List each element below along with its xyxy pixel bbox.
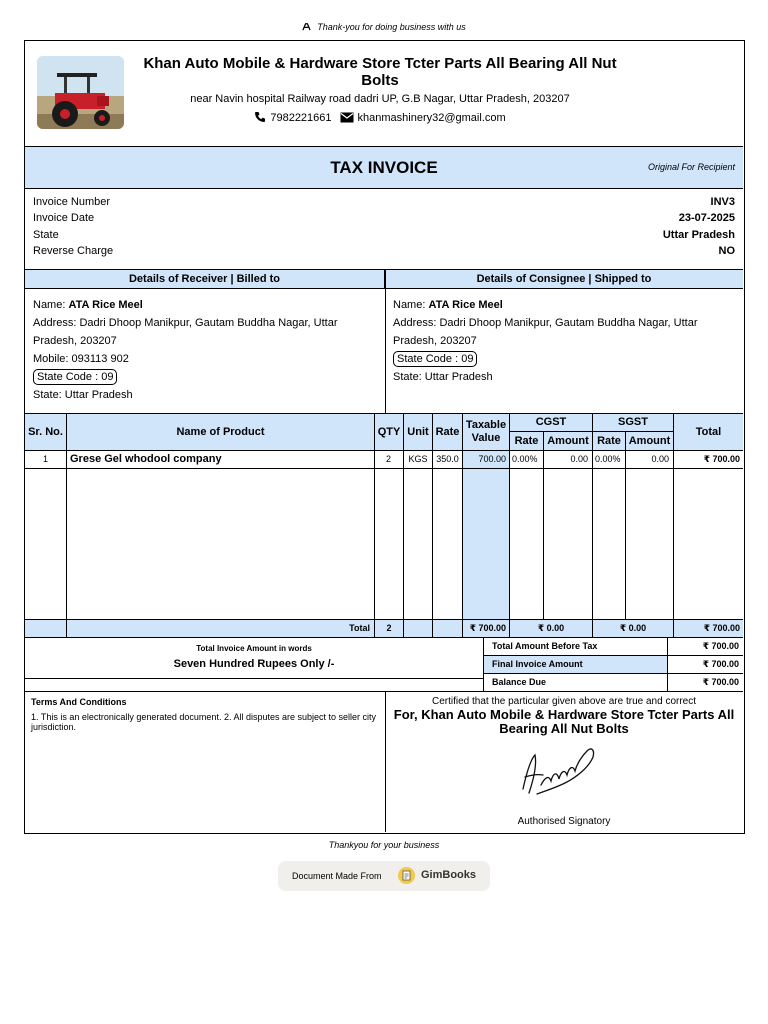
email-icon [340, 112, 354, 123]
receiver-heading: Details of Receiver | Billed to [25, 269, 385, 289]
store-header [25, 41, 743, 146]
total-sgst: ₹ 0.00 [593, 620, 674, 638]
items-table [25, 413, 743, 633]
col-sgst-rate: Rate [593, 432, 626, 451]
item-rate: 350.0 [433, 451, 463, 469]
col-product: Name of Product [67, 414, 375, 451]
store-contact [130, 111, 630, 124]
col-sgst: SGST [593, 414, 674, 432]
invoice-document [24, 40, 745, 834]
gimbooks-brand: GimBooks [421, 869, 477, 881]
item-qty: 2 [375, 451, 404, 469]
copy-label: Original For Recipient [647, 162, 735, 172]
receiver-name: ATA Rice Meel [68, 299, 143, 311]
item-cgst-rate: 0.00% [510, 451, 544, 469]
consignee-address-line1: Address: Dadri Dhoop Manikpur, Gautam Buddha Nagar, Uttar [393, 317, 698, 329]
col-rate: Rate [433, 414, 463, 451]
summary-before-tax: Total Amount Before Tax ₹ 700.00 [483, 638, 743, 656]
handshake-icon [302, 22, 311, 31]
amount-in-words: Total Invoice Amount in words Seven Hundred Rupees Only /- [25, 638, 483, 678]
certification [385, 691, 743, 832]
authorised-signatory: Authorised Signatory [517, 816, 611, 827]
terms-text: 1. This is an electronically generated document. 2. All disputes are subject to seller city jurisdiction. [31, 712, 377, 732]
total-cgst: ₹ 0.00 [510, 620, 593, 638]
phone-icon [254, 111, 266, 123]
consignee-state: State: Uttar Pradesh [393, 371, 493, 383]
total-qty: 2 [375, 620, 404, 638]
store-logo-tractor-image [37, 56, 124, 129]
receiver-address-line2: Pradesh, 203207 [33, 335, 117, 347]
certification-for-line: For, Khan Auto Mobile & Hardware Store Tcter Parts All Bearing All Nut Bolts [393, 707, 735, 736]
summary-final-amount: Final Invoice Amount ₹ 700.00 [483, 656, 743, 674]
consignee-details: Name: ATA Rice Meel Address: Dadri Dhoop Manikpur, Gautam Buddha Nagar, Uttar Pradesh, 203207 State Code : 09 State: Uttar Pradesh [385, 289, 743, 413]
terms-and-conditions: Terms And Conditions 1. This is an electronically generated document. 2. All disputes are subject to seller city jurisdiction. [25, 691, 385, 832]
summary-balance-due: Balance Due ₹ 700.00 [483, 674, 743, 692]
store-name: Khan Auto Mobile & Hardware Store Tcter Parts All Bearing All Nut Bolts [143, 55, 617, 89]
col-qty: QTY [375, 414, 404, 451]
store-phone: 7982221661 [270, 112, 332, 124]
footer-thanks: Thankyou for your business [328, 840, 440, 850]
signature-image [515, 741, 607, 799]
invoice-date-row: Invoice Date 23-07-2025 [33, 212, 735, 224]
item-total: ₹ 700.00 [674, 451, 743, 469]
col-cgst: CGST [510, 414, 593, 432]
gimbooks-logo-icon [398, 867, 415, 884]
receiver-state-code: State Code : 09 [33, 369, 117, 385]
top-note: Thank-you for doing business with us [0, 22, 768, 32]
store-address: near Navin hospital Railway road dadri UP, G.B Nagar, Uttar Pradesh, 203207 [190, 93, 570, 105]
amount-words-value: Seven Hundred Rupees Only /- [173, 658, 335, 670]
consignee-state-code: State Code : 09 [393, 351, 477, 367]
receiver-mobile: Mobile: 093113 902 [33, 353, 129, 365]
item-sr: 1 [25, 451, 67, 469]
col-sgst-amount: Amount [626, 432, 674, 451]
total-taxable: ₹ 700.00 [463, 620, 510, 638]
item-sgst-amount: 0.00 [626, 451, 674, 469]
invoice-title-band [25, 146, 743, 189]
item-unit: KGS [404, 451, 433, 469]
receiver-state: State: Uttar Pradesh [33, 389, 133, 401]
consignee-address-line2: Pradesh, 203207 [393, 335, 477, 347]
certification-statement: Certified that the particular given above are true and correct [431, 696, 697, 707]
item-taxable: 700.00 [463, 451, 510, 469]
invoice-title: TAX INVOICE [330, 158, 438, 177]
receiver-address-line1: Address: Dadri Dhoop Manikpur, Gautam Buddha Nagar, Uttar [33, 317, 338, 329]
total-label: Total [67, 620, 375, 638]
col-sr-no: Sr. No. [25, 414, 67, 451]
reverse-charge-row: Reverse Charge NO [33, 245, 735, 257]
invoice-number-row: Invoice Number INV3 [33, 196, 735, 208]
col-taxable-value: Taxable Value [463, 414, 510, 451]
item-cgst-amount: 0.00 [544, 451, 593, 469]
item-sgst-rate: 0.00% [593, 451, 626, 469]
receiver-details: Name: ATA Rice Meel Address: Dadri Dhoop Manikpur, Gautam Buddha Nagar, Uttar Pradesh, 203207 Mobile: 093113 902 State Code : 09 State: Uttar Pradesh [25, 289, 385, 413]
total-amount: ₹ 700.00 [674, 620, 743, 638]
item-product: Grese Gel whodool company [67, 451, 375, 469]
col-cgst-amount: Amount [544, 432, 593, 451]
store-email: khanmashinery32@gmail.com [357, 112, 506, 124]
consignee-name: ATA Rice Meel [428, 299, 503, 311]
invoice-state-row: State Uttar Pradesh [33, 229, 735, 241]
col-unit: Unit [404, 414, 433, 451]
consignee-heading: Details of Consignee | Shipped to [385, 269, 743, 289]
col-total: Total [674, 414, 743, 451]
made-with-badge[interactable]: Document Made From GimBooks [278, 861, 490, 891]
invoice-meta [25, 189, 743, 269]
col-cgst-rate: Rate [510, 432, 544, 451]
